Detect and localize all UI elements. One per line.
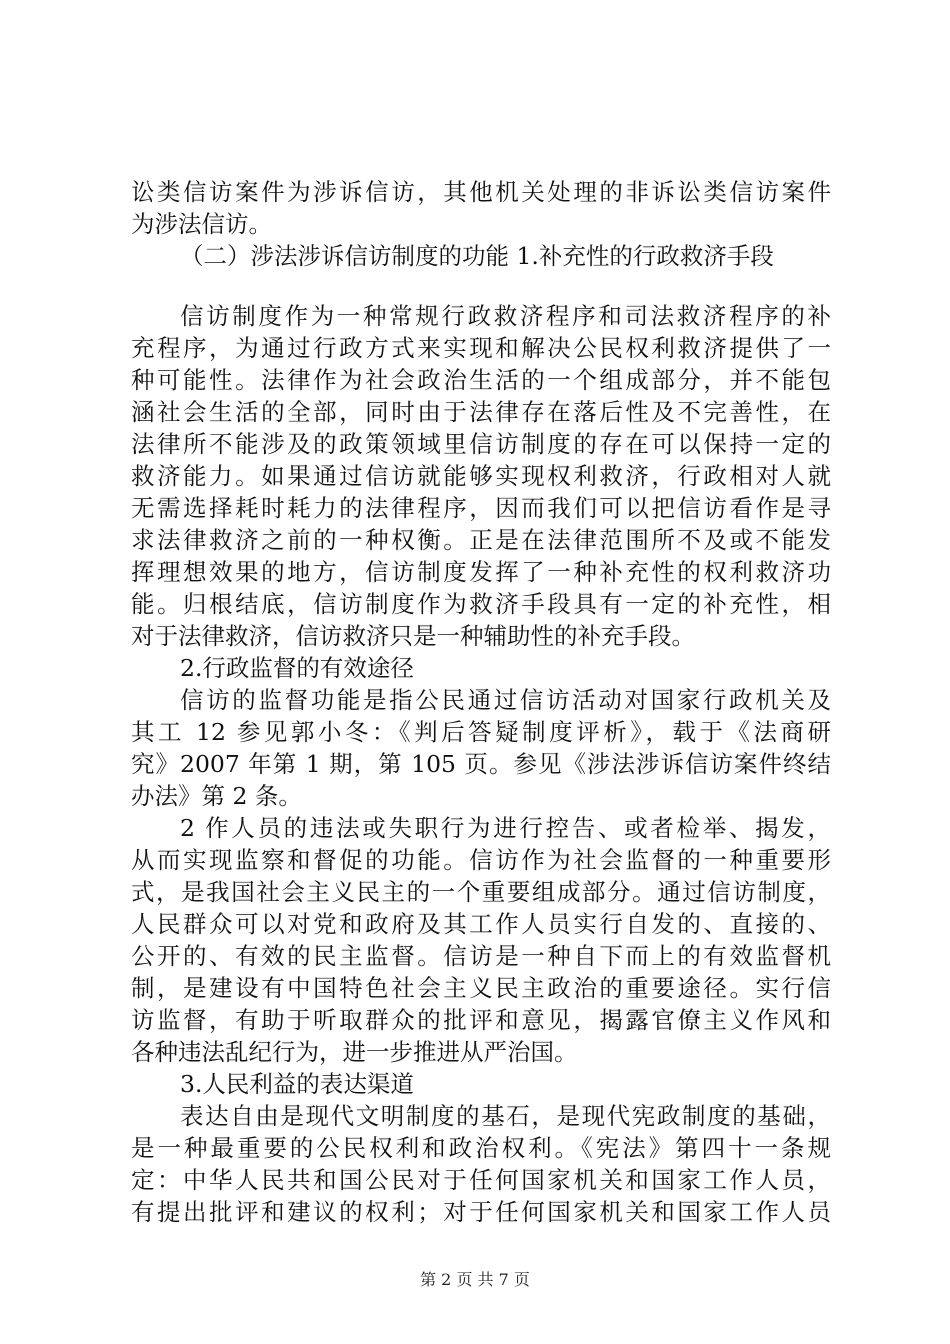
text-line: 各种违法乱纪行为，进一步推进从严治国。: [131, 1038, 578, 1066]
text-line: 2 作人员的违法或失职行为进行控告、或者检举、揭发，: [180, 814, 831, 842]
text-line: 是一种最重要的公民权利和政治权利。《宪法》第四十一条规: [131, 1134, 831, 1162]
text-line: 信访的监督功能是指公民通过信访活动对国家行政机关及: [180, 686, 831, 714]
text-line: 制，是建设有中国特色社会主义民主政治的重要途径。实行信: [131, 974, 831, 1002]
text-line: 定：中华人民共和国公民对于任何国家机关和国家工作人员，: [131, 1166, 831, 1194]
text-line: 究》2007 年第 1 期，第 105 页。参见《涉法涉诉信访案件终结: [131, 750, 831, 778]
text-line: 求法律救济之前的一种权衡。正是在法律范围所不及或不能发: [131, 526, 831, 554]
section-heading: 3.人民利益的表达渠道: [180, 1070, 414, 1098]
text-line: 能。归根结底，信访制度作为救济手段具有一定的补充性，相: [131, 590, 831, 618]
section-heading: （二）涉法涉诉信访制度的功能 1.补充性的行政救济手段: [180, 242, 774, 270]
text-line: 表达自由是现代文明制度的基石，是现代宪政制度的基础，: [180, 1102, 831, 1130]
text-line: 为涉法信访。: [131, 210, 272, 238]
text-line: 从而实现监察和督促的功能。信访作为社会监督的一种重要形: [131, 846, 831, 874]
text-line: 有提出批评和建议的权利；对于任何国家机关和国家工作人员: [131, 1198, 831, 1226]
text-line: 法律所不能涉及的政策领域里信访制度的存在可以保持一定的: [131, 430, 831, 458]
text-line: 讼类信访案件为涉诉信访，其他机关处理的非诉讼类信访案件: [131, 178, 831, 206]
text-line: 式，是我国社会主义民主的一个重要组成部分。通过信访制度，: [131, 878, 831, 906]
section-heading: 2.行政监督的有效途径: [180, 654, 414, 682]
text-line: 充程序，为通过行政方式来实现和解决公民权利救济提供了一: [131, 334, 831, 362]
text-line: 办法》第 2 条。: [131, 782, 302, 810]
text-line: 救济能力。如果通过信访就能够实现权利救济，行政相对人就: [131, 462, 831, 490]
text-line: 公开的、有效的民主监督。信访是一种自下而上的有效监督机: [131, 942, 831, 970]
text-line: 访监督，有助于听取群众的批评和意见，揭露官僚主义作风和: [131, 1006, 831, 1034]
text-line: 信访制度作为一种常规行政救济程序和司法救济程序的补: [180, 302, 831, 330]
page-number-footer: 第 2 页 共 7 页: [420, 1270, 530, 1289]
text-line: 涵社会生活的全部，同时由于法律存在落后性及不完善性，在: [131, 398, 831, 426]
text-line: 对于法律救济，信访救济只是一种辅助性的补充手段。: [131, 622, 695, 650]
text-line: 挥理想效果的地方，信访制度发挥了一种补充性的权利救济功: [131, 558, 831, 586]
text-line: 无需选择耗时耗力的法律程序，因而我们可以把信访看作是寻: [131, 494, 831, 522]
text-line: 种可能性。法律作为社会政治生活的一个组成部分，并不能包: [131, 366, 831, 394]
text-line: 人民群众可以对党和政府及其工作人员实行自发的、直接的、: [131, 910, 831, 938]
text-line: 其工 12 参见郭小冬：《判后答疑制度评析》，载于《法商研: [131, 718, 831, 746]
